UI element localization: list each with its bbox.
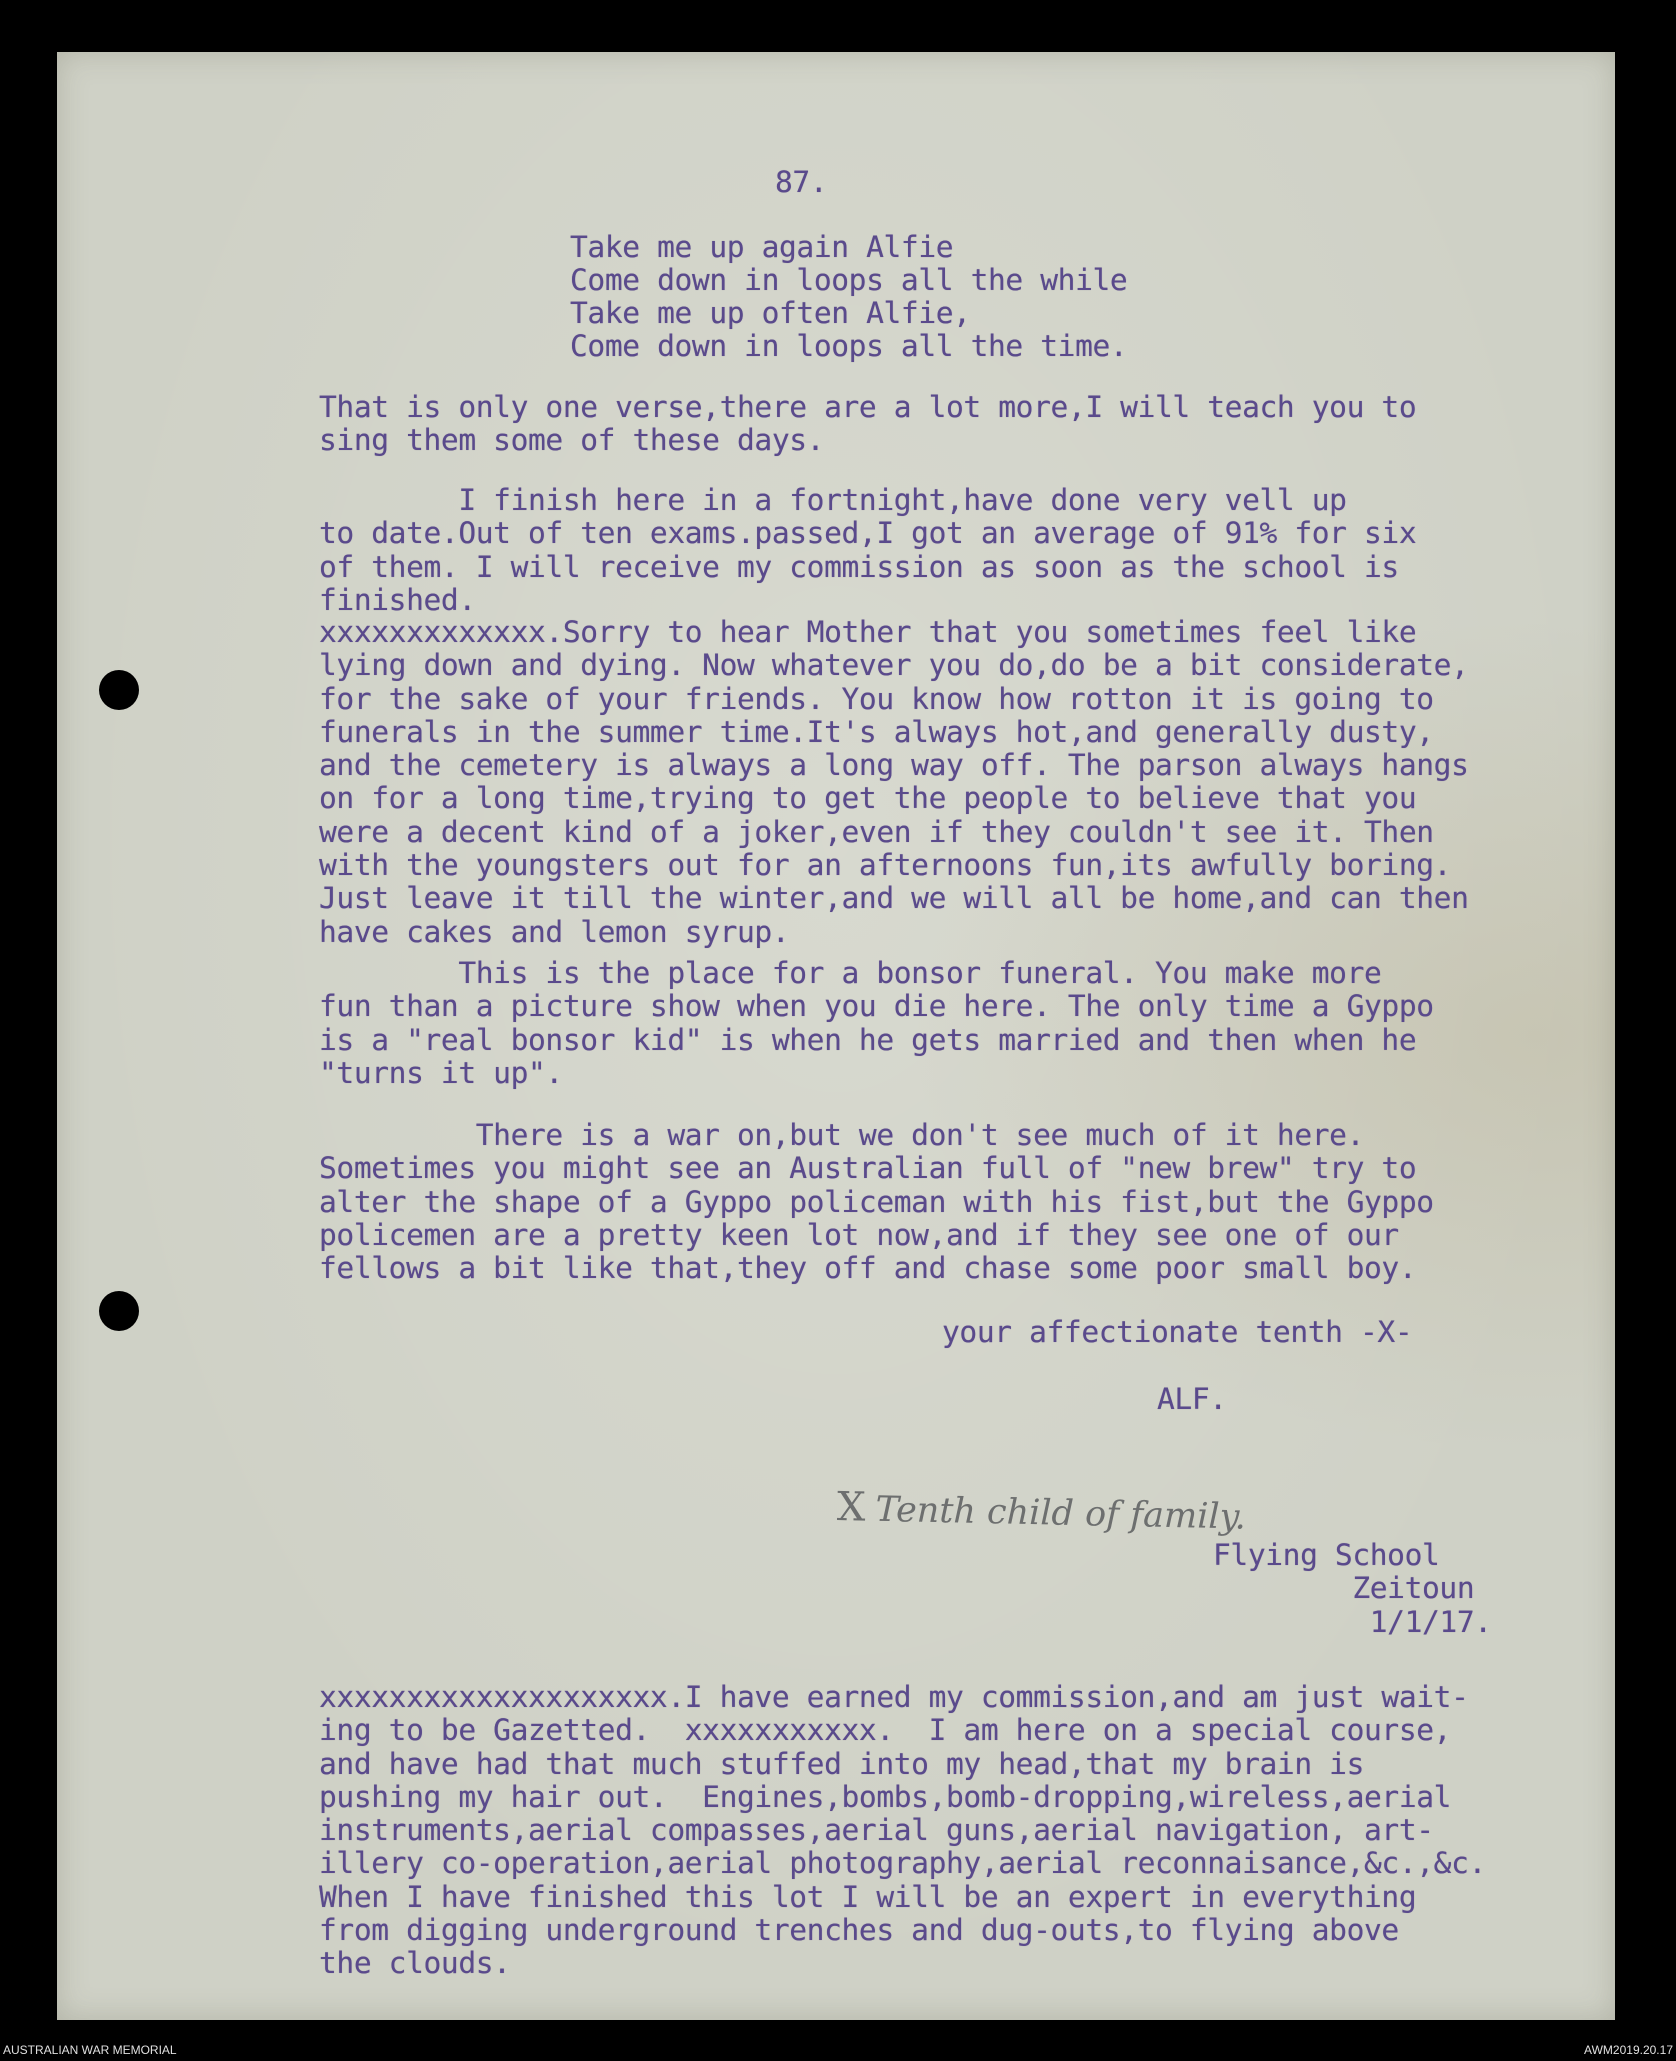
closing-line — [942, 1316, 1412, 1349]
document-page — [57, 52, 1615, 2020]
handwritten-mark: X — [836, 1484, 866, 1531]
poem-line: Take me up often Alfie, — [570, 296, 971, 330]
paragraph-war: There is a war on,but we don't see much of it here. Sometimes you might see an Australian full of "new brew" try to alter the shape of a Gyppo policeman with his fist,but the Gyppo policemen are a pretty keen lot now,and if they see one of our fellows a bit like that,they off and chase some poor small boy. — [319, 1118, 1434, 1286]
handwritten-annotation — [837, 1484, 1247, 1539]
paragraph-exams: I finish here in a fortnight,have done very vell up to date.Out of ten exams.passed,I got an average of 91% for six of them. I will receive my commission as soon as the school is finished. — [319, 483, 1417, 617]
handwritten-note: Tenth child of family. — [875, 1489, 1247, 1538]
punch-hole-top — [99, 670, 139, 710]
paragraph-verse-note: That is only one verse,there are a lot more,I will teach you to sing them some of these days. — [319, 390, 1417, 458]
punch-hole-bottom — [99, 1291, 139, 1331]
footer-source: AUSTRALIAN WAR MEMORIAL — [3, 2043, 177, 2057]
paragraph-mother: xxxxxxxxxxxxx.Sorry to hear Mother that you sometimes feel like lying down and dying. Now whatever you do,do be a bit considerate, for the sake of your friends. You know how rotton it is going to funerals in the summer time.It's always hot,and generally dusty, and the cemetery is always a long way off. The parson always hangs on for a long time,trying to get the people to believe that you were a decent kind of a joker,even if they couldn't see it. Then with the youngsters out for an afternoons fun,its awfully boring. Just leave it till the winter,and we will all be home,and can then have cakes and lemon syrup. — [319, 615, 1469, 949]
signature: ALF. — [1157, 1382, 1227, 1416]
poem-line: Take me up again Alfie — [570, 230, 954, 264]
footer-reference: AWM2019.20.17 — [1584, 2043, 1673, 2057]
closing-text: your affectionate tenth — [942, 1315, 1343, 1349]
poem-line: Come down in loops all the time. — [570, 329, 1128, 363]
paragraph-funeral: This is the place for a bonsor funeral. You make more fun than a picture show when you die here. The only time a Gyppo is a "real bonsor kid" is when he gets married and then when he "turns it up". — [319, 956, 1434, 1090]
archive-footer — [0, 2040, 1676, 2061]
paragraph-commission: xxxxxxxxxxxxxxxxxxxx.I have earned my commission,and am just wait- ing to be Gazetted. xxxxxxxxxxx. I am here on a special course, and have had that much stuffed into my head,that my brain is pushing my hair out. Engines,bombs,bomb-dropping,wireless,aerial instruments,aerial compasses,aerial guns,aerial navigation, art- illery co-operation,aerial photography,aerial reconnaisance,&c.,&c. When I have finished this lot I will be an expert in everything from digging underground trenches and dug-outs,to flying above the clouds. — [319, 1680, 1486, 1981]
page-number: 87. — [775, 165, 828, 199]
poem-line: Come down in loops all the while — [570, 263, 1128, 297]
asterisk-mark: -X- — [1360, 1315, 1413, 1349]
location-date: Flying School Zeitoun 1/1/17. — [1213, 1538, 1492, 1639]
